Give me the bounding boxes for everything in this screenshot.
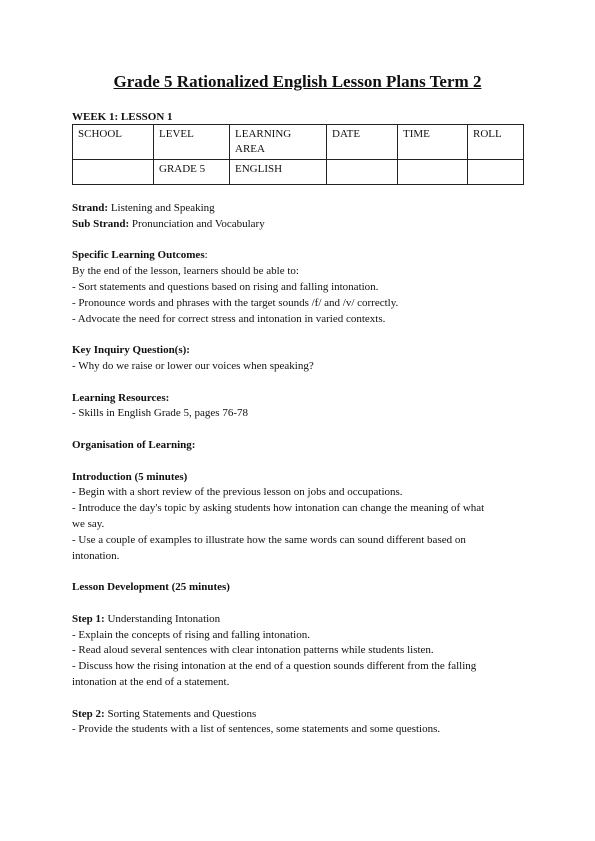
table-cell xyxy=(327,160,398,185)
table-header-cell: LEARNING AREA xyxy=(230,125,327,160)
organisation-heading-line xyxy=(72,438,524,454)
table-cell: GRADE 5 xyxy=(154,160,230,185)
table-header-cell: DATE xyxy=(327,125,398,160)
lesson-info-table xyxy=(72,124,524,185)
development-heading: Lesson Development (25 minutes) xyxy=(72,581,230,594)
step2-label: Step 2: xyxy=(72,707,105,720)
text-line: - Explain the concepts of rising and falling intonation. xyxy=(72,628,310,641)
strand-line xyxy=(72,201,524,217)
outcomes-intro: By the end of the lesson, learners should be able to: xyxy=(72,265,299,278)
inquiry-heading-line xyxy=(72,343,524,359)
text-line: - Use a couple of examples to illustrate how the same words can sound different based on xyxy=(72,533,466,546)
text-line: we say. xyxy=(72,517,105,530)
table-cell xyxy=(468,160,524,185)
step1-title: Understanding Intonation xyxy=(104,612,221,625)
strand-value: Listening and Speaking xyxy=(108,202,215,214)
table-header-cell: LEVEL xyxy=(154,125,230,160)
table-cell xyxy=(73,160,154,185)
table-cell: ENGLISH xyxy=(230,160,327,185)
resources-heading-line xyxy=(72,391,524,407)
list-item: - Advocate the need for correct stress and intonation in varied contexts. xyxy=(72,312,386,325)
table-header-cell: SCHOOL xyxy=(73,125,154,160)
table-cell xyxy=(398,160,468,185)
step2-heading-line xyxy=(72,707,524,723)
list-item: - Sort statements and questions based on rising and falling intonation. xyxy=(72,280,379,293)
text-line: - Provide the students with a list of sentences, some statements and some questions. xyxy=(72,723,441,736)
organisation-heading: Organisation of Learning: xyxy=(72,438,196,451)
step1-label: Step 1: xyxy=(72,612,105,625)
list-item: - Skills in English Grade 5, pages 76-78 xyxy=(72,407,248,420)
inquiry-heading: Key Inquiry Question(s): xyxy=(72,344,190,357)
table-row xyxy=(73,160,524,185)
outcomes-heading: Specific Learning Outcomes xyxy=(72,249,205,262)
introduction-heading: Introduction (5 minutes) xyxy=(72,470,188,483)
introduction-heading-line xyxy=(72,470,524,486)
list-item: - Why do we raise or lower our voices when speaking? xyxy=(72,359,314,372)
text-line: intonation at the end of a statement. xyxy=(72,675,230,688)
step1-heading-line xyxy=(72,612,524,628)
sub-strand-line xyxy=(72,217,524,233)
table-header-cell: ROLL xyxy=(468,125,524,160)
table-header-cell: TIME xyxy=(398,125,468,160)
sub-strand-value: Pronunciation and Vocabulary xyxy=(129,217,265,230)
text-line: - Discuss how the rising intonation at the end of a question sounds different from the falling xyxy=(72,660,477,673)
page-title: Grade 5 Rationalized English Lesson Plans Term 2 xyxy=(113,72,482,91)
development-heading-line xyxy=(72,580,524,596)
week-lesson-label: WEEK 1: LESSON 1 xyxy=(72,111,173,123)
sub-strand-label: Sub Strand: xyxy=(72,217,130,230)
step2-title: Sorting Statements and Questions xyxy=(104,707,257,720)
text-line: - Introduce the day's topic by asking students how intonation can change the meaning of what xyxy=(72,502,485,515)
outcomes-heading-line xyxy=(72,248,524,264)
lesson-content xyxy=(72,201,524,738)
outcomes-colon: : xyxy=(204,249,208,262)
text-line: - Read aloud several sentences with clear intonation patterns while students listen. xyxy=(72,644,434,657)
resources-heading: Learning Resources: xyxy=(72,391,170,404)
text-line: intonation. xyxy=(72,549,120,562)
strand-label: Strand: xyxy=(72,202,109,214)
table-header-row xyxy=(73,125,524,160)
list-item: - Pronounce words and phrases with the target sounds /f/ and /v/ correctly. xyxy=(72,296,399,309)
text-line: - Begin with a short review of the previous lesson on jobs and occupations. xyxy=(72,486,403,499)
